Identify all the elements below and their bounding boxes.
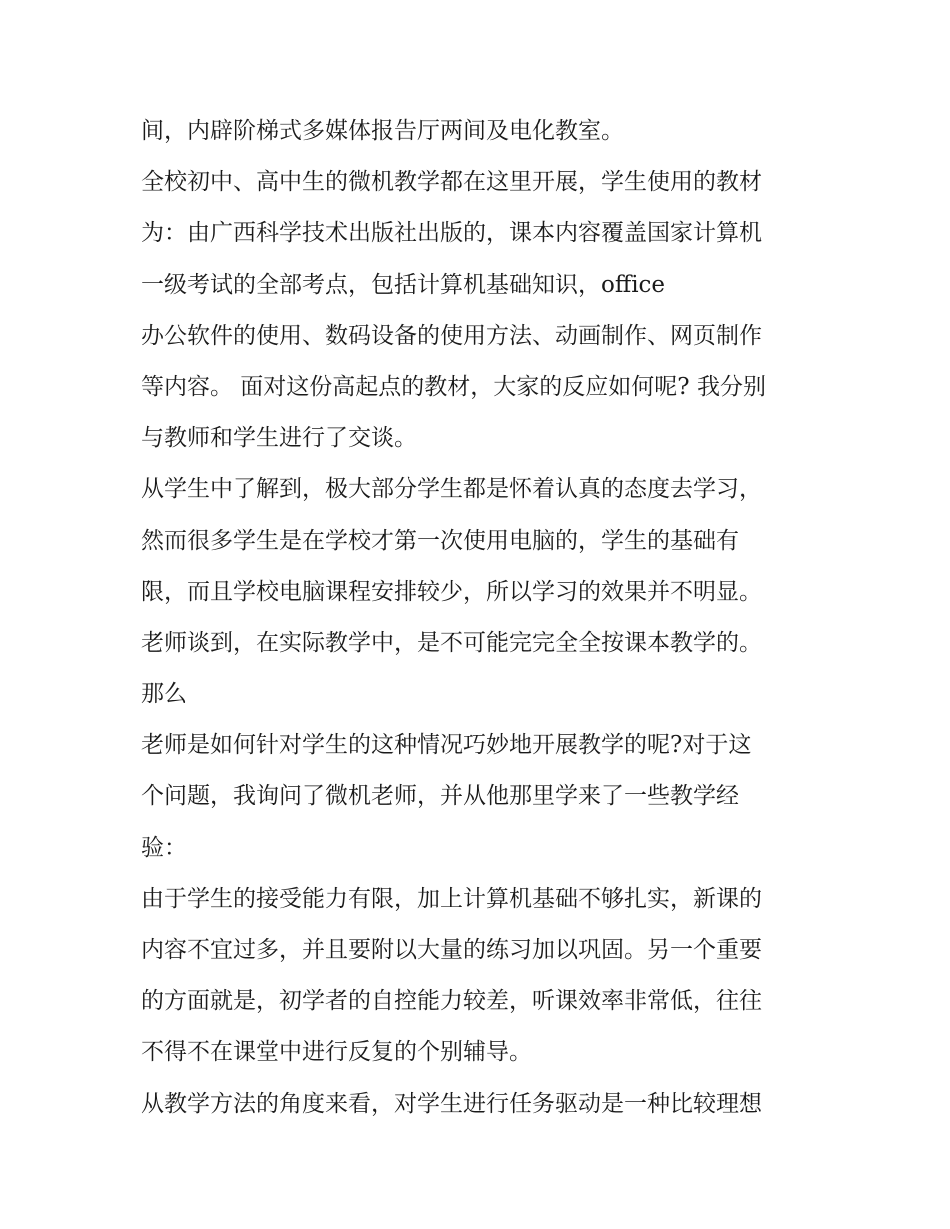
text-line: 与教师和学生进行了交谈。 [141,425,417,452]
text-line: 然而很多学生是在学校才第一次使用电脑的，学生的基础有 [141,527,739,554]
text-line: 一级考试的全部考点，包括计算机基础知识，office [141,271,666,298]
text-line: 由于学生的接受能力有限，加上计算机基础不够扎实，新课的 [141,885,762,912]
text-line: 为：由广西科学技术出版社出版的，课本内容覆盖国家计算机 [141,220,762,247]
text-line: 限，而且学校电脑课程安排较少，所以学习的效果并不明显。 [141,578,762,605]
text-line: 从教学方法的角度来看，对学生进行任务驱动是一种比较理想 [141,1090,762,1117]
text-line: 老师是如何针对学生的这种情况巧妙地开展教学的呢?对于这 [141,732,752,759]
text-line: 验： [141,834,187,861]
text-line: 全校初中、高中生的微机教学都在这里开展，学生使用的教材 [141,169,762,196]
text-line: 不得不在课堂中进行反复的个别辅导。 [141,1039,532,1066]
text-line: 从学生中了解到，极大部分学生都是怀着认真的态度去学习， [141,476,762,503]
text-line: 老师谈到，在实际教学中，是不可能完完全全按课本教学的。 [141,629,762,656]
text-line: 等内容。 面对这份高起点的教材，大家的反应如何呢? 我分别 [141,373,766,400]
text-line: 个问题，我询问了微机老师，并从他那里学来了一些教学经 [141,783,739,810]
text-line: 办公软件的使用、数码设备的使用方法、动画制作、网页制作 [141,322,762,349]
text-line: 的方面就是，初学者的自控能力较差，听课效率非常低，往往 [141,988,762,1015]
text-line: 内容不宜过多，并且要附以大量的练习加以巩固。另一个重要 [141,937,762,963]
body-text [141,106,821,1130]
text-line: 那么 [141,681,187,708]
text-line: 间，内辟阶梯式多媒体报告厅两间及电化教室。 [141,118,624,144]
